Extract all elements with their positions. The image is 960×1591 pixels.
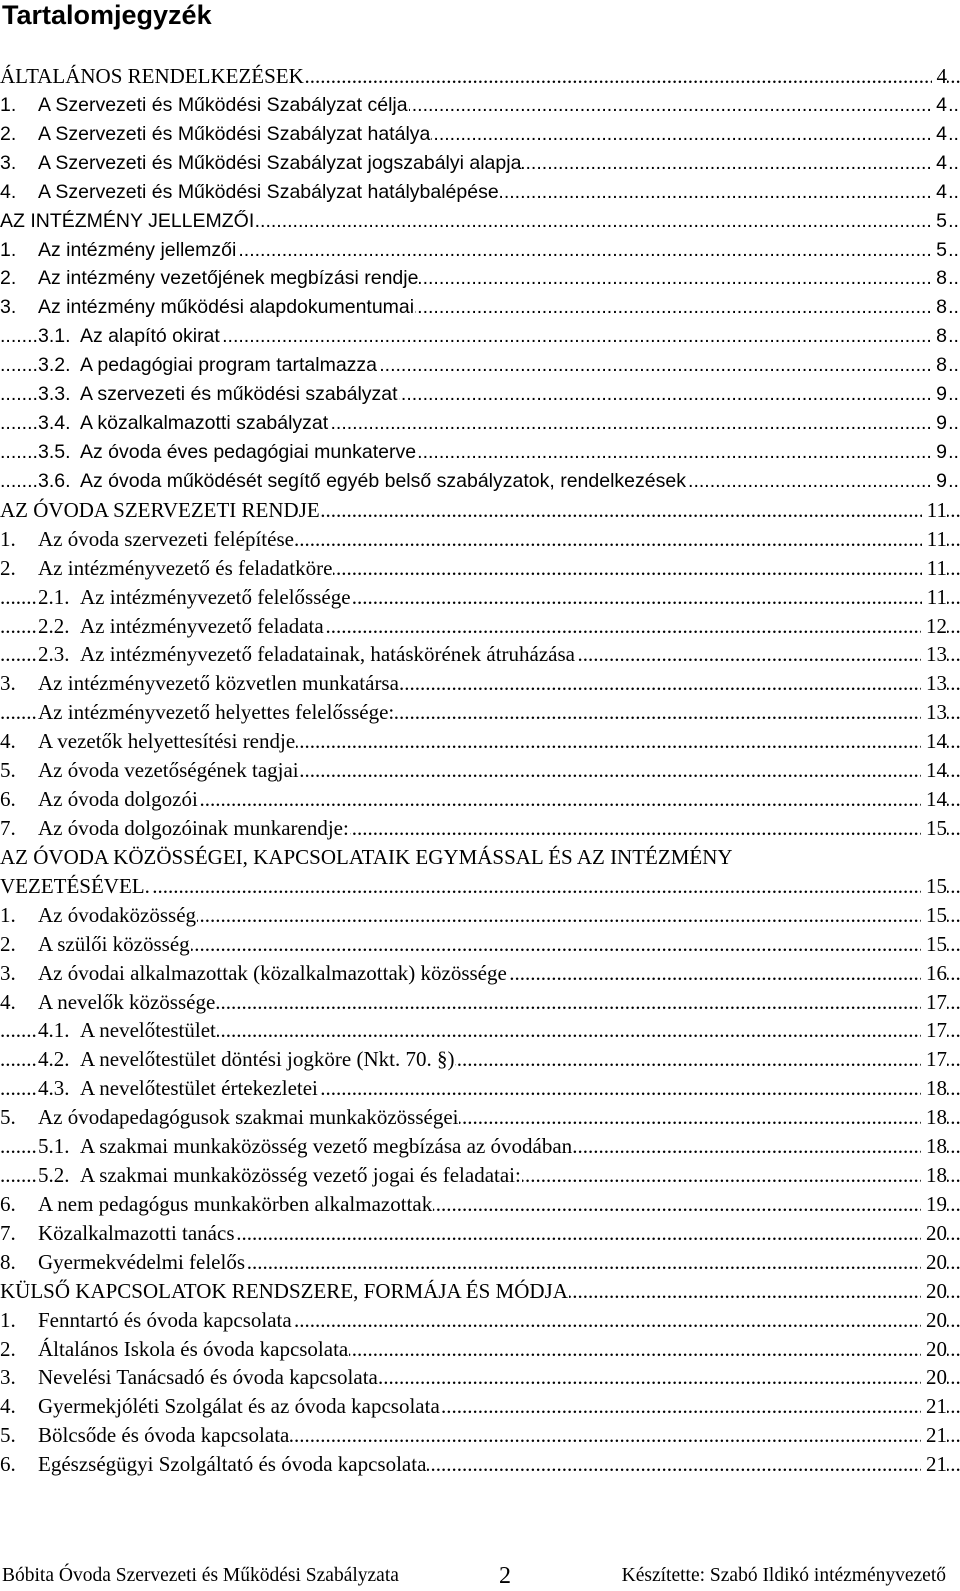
toc-entry-title: Az óvoda dolgozói: [38, 787, 198, 812]
toc-entry[interactable]: [0, 264, 960, 293]
toc-entry-page: 19: [921, 1190, 947, 1219]
toc-entry-page: 14: [921, 785, 947, 814]
toc-entry-page: 5: [931, 207, 947, 236]
toc-entry-label: [38, 698, 395, 727]
toc-entry-title: Nevelési Tanácsadó és óvoda kapcsolata: [38, 1365, 378, 1390]
toc-entry[interactable]: [0, 1335, 960, 1364]
toc-entry-number: 3.6.: [38, 469, 71, 492]
toc-entry-label: [0, 669, 400, 698]
toc-entry[interactable]: [0, 583, 960, 612]
toc-entry-number: 5.1.: [38, 1134, 70, 1159]
toc-entry[interactable]: [0, 62, 960, 91]
toc-entry-title: A Szervezeti és Működési Szabályzat jogszabályi alapja: [38, 151, 522, 174]
toc-entry-page: 15: [921, 872, 947, 901]
toc-entry-page: 8: [931, 322, 947, 351]
toc-entry[interactable]: [0, 959, 960, 988]
toc-entry-label: [38, 1045, 455, 1074]
toc-entry-label: [38, 612, 325, 641]
toc-entry[interactable]: [0, 698, 960, 727]
toc-entry-title: A nevelőtestület értekezletei: [80, 1076, 318, 1101]
toc-entry-label: [0, 727, 296, 756]
toc-entry[interactable]: [0, 756, 960, 785]
toc-entry-number: 3.5.: [38, 440, 71, 463]
toc-entry-label: [0, 1248, 246, 1277]
toc-entry-label: [0, 236, 237, 265]
toc-entry-number: 8.: [0, 1249, 16, 1274]
toc-entry[interactable]: [0, 525, 960, 554]
toc-entry-title: Az intézmény vezetőjének megbízási rendje: [38, 267, 419, 290]
toc-entry-label: [0, 496, 321, 525]
toc-entry-number: 2.2.: [38, 613, 70, 638]
toc-entry[interactable]: [0, 1450, 960, 1479]
toc-entry-number: 1.: [0, 526, 16, 551]
toc-entry-label: [38, 1016, 217, 1045]
toc-entry-title: A szakmai munkaközösség vezető megbízása az óvodában: [80, 1134, 573, 1159]
toc-entry-page: 13: [921, 698, 947, 727]
toc-entry[interactable]: [0, 438, 960, 467]
toc-entry[interactable]: [0, 785, 960, 814]
toc-entry[interactable]: [0, 1421, 960, 1450]
toc-entry-number: 3.: [0, 960, 16, 985]
toc-entry-label: [0, 1103, 459, 1132]
toc-entry-page: 21: [921, 1392, 947, 1421]
toc-entry[interactable]: [0, 612, 960, 641]
toc-entry-page: 8: [931, 351, 947, 380]
toc-entry-page: 18: [921, 1074, 947, 1103]
toc-entry-title: Gyermekvédelmi felelős: [38, 1249, 246, 1274]
footer-document-name: Bóbita Óvoda Szervezeti és Működési Szabályzata: [2, 1565, 399, 1586]
toc-entry-title: A Szervezeti és Működési Szabályzat célja: [38, 93, 408, 116]
toc-entry-page: 21: [921, 1421, 947, 1450]
toc-entry[interactable]: [0, 293, 960, 322]
toc-entry-page: 9: [931, 409, 947, 438]
toc-entry-number: 4.: [0, 729, 16, 754]
toc-entry[interactable]: [0, 554, 960, 583]
toc-entry-label: [0, 1335, 349, 1364]
toc-entry-page: 17: [921, 988, 947, 1017]
toc-entry[interactable]: [0, 409, 960, 438]
toc-entry-page: 4: [931, 91, 947, 120]
toc-entry-label: [0, 149, 522, 178]
toc-entry-title: Általános Iskola és óvoda kapcsolata: [38, 1336, 349, 1361]
toc-entry-page: 4: [931, 149, 947, 178]
toc-entry-title: Az intézményvezető közvetlen munkatársa: [38, 671, 399, 696]
toc-entry-page: 20: [921, 1363, 947, 1392]
toc-entry-number: 1.: [0, 93, 17, 116]
toc-entry-label: [38, 322, 221, 351]
toc-entry-title: Az óvodaközösség: [38, 902, 197, 927]
toc-entry-title: A Szervezeti és Működési Szabályzat hatálybalépése: [38, 180, 499, 203]
toc-entry-label: [0, 1421, 290, 1450]
toc-entry[interactable]: [0, 380, 960, 409]
toc-entry-number: 4.2.: [38, 1047, 70, 1072]
toc-entry-number: 1.: [0, 1307, 16, 1332]
toc-entry-title: Az óvoda dolgozóinak munkarendje:: [38, 815, 349, 840]
toc-entry-page: 17: [921, 1045, 947, 1074]
toc-entry-number: 5.: [0, 1423, 16, 1448]
toc-entry-label: [0, 930, 191, 959]
toc-entry-number: 1.: [0, 238, 17, 261]
toc-entry-title: Egészségügyi Szolgáltató és óvoda kapcsolata: [38, 1452, 427, 1477]
toc-entry-page: 13: [921, 669, 947, 698]
toc-entry-title: VEZETÉSÉVEL.: [0, 873, 150, 898]
toc-entry-title: A pedagógiai program tartalmazza: [80, 354, 378, 377]
toc-entry[interactable]: [0, 872, 960, 901]
toc-entry-title: Az intézményvezető feladata: [80, 613, 324, 638]
toc-entry-page: 20: [921, 1219, 947, 1248]
toc-entry[interactable]: [0, 1306, 960, 1335]
toc-entry-label: [38, 409, 329, 438]
toc-entry[interactable]: [0, 91, 960, 120]
toc-entry-page: 11: [922, 496, 947, 525]
toc-entry-page: 5: [931, 236, 947, 265]
toc-entry-label: [0, 91, 409, 120]
toc-entry-page: 9: [931, 380, 947, 409]
toc-entry-number: 3.: [0, 296, 17, 319]
toc-entry-number: 2.1.: [38, 584, 70, 609]
toc-entry[interactable]: [0, 149, 960, 178]
toc-entry[interactable]: [0, 1074, 960, 1103]
toc-entry[interactable]: [0, 1277, 960, 1306]
toc-entry-title: Fenntartó és óvoda kapcsolata: [38, 1307, 292, 1332]
toc-entry-label: [0, 814, 350, 843]
toc-entry-label: [0, 901, 197, 930]
toc-entry[interactable]: [0, 1363, 960, 1392]
toc-entry-page: 9: [931, 438, 947, 467]
toc-entry-page: 20: [921, 1248, 947, 1277]
page-title: Tartalomjegyzék: [2, 0, 212, 30]
toc-entry[interactable]: [0, 467, 960, 496]
toc-entry[interactable]: [0, 1045, 960, 1074]
toc-entry-title: Az intézmény működési alapdokumentumai: [38, 296, 415, 319]
toc-entry-label: [38, 1161, 522, 1190]
toc-entry-label: [0, 988, 216, 1017]
toc-entry-title: A nevelőtestület döntési jogköre (Nkt. 70. §): [80, 1047, 455, 1072]
toc-entry-title: Az intézményvezető feladatainak, hatáskörének átruházása: [80, 642, 575, 667]
toc-entry-title: A nevelők közössége: [38, 989, 216, 1014]
toc-entry-number: 5.2.: [38, 1163, 70, 1188]
toc-entry[interactable]: [0, 207, 960, 236]
toc-entry-label: [0, 207, 255, 236]
toc-entry-page: 15: [921, 901, 947, 930]
toc-entry[interactable]: [0, 814, 960, 843]
toc-entry-page: 15: [921, 930, 947, 959]
toc-entry[interactable]: [0, 901, 960, 930]
toc-entry-page: 16: [921, 959, 947, 988]
toc-entry-number: 3.: [0, 151, 17, 174]
toc-entry-page: 20: [921, 1335, 947, 1364]
toc-entry[interactable]: [0, 1219, 960, 1248]
toc-entry-label: [0, 872, 151, 901]
toc-entry-page: 13: [921, 640, 947, 669]
toc-entry-title: Az óvoda működését segítő egyéb belső szabályzatok, rendelkezések: [80, 469, 686, 492]
toc-entry-title: Az óvodapedagógusok szakmai munkaközösségei: [38, 1105, 459, 1130]
toc-entry-label: [38, 351, 378, 380]
toc-entry[interactable]: [0, 843, 960, 872]
toc-entry-label: [38, 583, 352, 612]
toc-entry-title: Közalkalmazotti tanács: [38, 1220, 235, 1245]
toc-entry-title: Bölcsőde és óvoda kapcsolata: [38, 1423, 290, 1448]
toc-entry-title: A szervezeti és működési szabályzat: [80, 383, 398, 406]
toc-entry-number: 2.: [0, 267, 17, 290]
toc-entry-title: A Szervezeti és Működési Szabályzat hatálya: [38, 122, 431, 145]
toc-entry-page: 14: [921, 727, 947, 756]
toc-entry-label: [0, 843, 734, 872]
toc-entry[interactable]: [0, 322, 960, 351]
toc-entry-number: 2.: [0, 1336, 16, 1361]
toc-entry-label: [0, 293, 415, 322]
toc-entry-number: 3.: [0, 671, 16, 696]
toc-entry-label: [0, 178, 500, 207]
toc-entry-title: Az óvodai alkalmazottak (közalkalmazottak) közössége: [38, 960, 507, 985]
toc-entry-label: [0, 1190, 433, 1219]
toc-entry-title: A vezetők helyettesítési rendje: [38, 729, 296, 754]
toc-entry-label: [0, 756, 300, 785]
toc-entry-page: 18: [921, 1103, 947, 1132]
toc-entry-title: AZ INTÉZMÉNY JELLEMZŐI: [0, 209, 255, 232]
table-of-contents: [0, 62, 960, 1479]
toc-entry-title: Az óvoda éves pedagógiai munkaterve: [80, 440, 417, 463]
toc-entry-label: [38, 1132, 573, 1161]
toc-entry-number: 6.: [0, 787, 16, 812]
toc-entry-page: 12: [921, 612, 947, 641]
toc-entry-page: 18: [921, 1161, 947, 1190]
toc-entry[interactable]: [0, 1248, 960, 1277]
toc-entry-label: [38, 1074, 319, 1103]
toc-entry-label: [0, 1450, 427, 1479]
toc-entry-number: 4.3.: [38, 1076, 70, 1101]
toc-entry-label: [0, 554, 333, 583]
toc-entry-title: AZ ÓVODA KÖZÖSSÉGEI, KAPCSOLATAIK EGYMÁSSAL ÉS AZ INTÉZMÉNY: [0, 844, 733, 869]
toc-entry-number: 6.: [0, 1191, 16, 1216]
toc-entry[interactable]: [0, 1161, 960, 1190]
toc-entry[interactable]: [0, 727, 960, 756]
toc-entry[interactable]: [0, 988, 960, 1017]
toc-entry-title: A közalkalmazotti szabályzat: [80, 412, 329, 435]
toc-entry[interactable]: [0, 178, 960, 207]
toc-entry-number: 2.3.: [38, 642, 70, 667]
toc-entry-title: Gyermekjóléti Szolgálat és az óvoda kapcsolata: [38, 1394, 440, 1419]
toc-entry-number: 5.: [0, 1105, 16, 1130]
toc-entry-number: 4.: [0, 989, 16, 1014]
toc-entry-label: [38, 438, 417, 467]
toc-entry[interactable]: [0, 236, 960, 265]
page-footer: [0, 1563, 960, 1589]
toc-entry-page: 4: [931, 120, 947, 149]
toc-entry-number: 2.: [0, 931, 16, 956]
toc-entry-page: 9: [931, 467, 947, 496]
toc-entry-page: 11: [922, 525, 947, 554]
toc-entry-number: 4.: [0, 180, 17, 203]
toc-entry[interactable]: [0, 1190, 960, 1219]
toc-entry-title: A szülői közösség: [38, 931, 190, 956]
toc-entry-label: [0, 959, 508, 988]
toc-entry-number: 3.2.: [38, 354, 71, 377]
toc-entry-title: Az óvoda vezetőségének tagjai: [38, 758, 299, 783]
toc-entry-label: [38, 380, 399, 409]
footer-author: Készítette: Szabó Ildikó intézményvezető: [621, 1565, 946, 1586]
toc-entry-label: [0, 785, 199, 814]
toc-entry-page: 4: [931, 178, 947, 207]
toc-entry-number: 5.: [0, 758, 16, 783]
toc-entry-number: 2.: [0, 555, 16, 580]
toc-entry-number: 3.4.: [38, 412, 71, 435]
toc-entry[interactable]: [0, 1392, 960, 1421]
toc-entry-title: Az intézmény jellemzői: [38, 238, 237, 261]
toc-entry-number: 3.1.: [38, 325, 71, 348]
toc-entry-number: 3.3.: [38, 383, 71, 406]
toc-entry-number: 4.1.: [38, 1018, 70, 1043]
toc-entry-title: Az intézményvezető helyettes felelőssége:: [38, 700, 395, 725]
toc-entry-number: 3.: [0, 1365, 16, 1390]
toc-entry-page: 20: [921, 1306, 947, 1335]
toc-entry-label: [38, 467, 687, 496]
toc-entry-title: KÜLSŐ KAPCSOLATOK RENDSZERE, FORMÁJA ÉS MÓDJA: [0, 1278, 568, 1303]
toc-entry-label: [0, 1219, 236, 1248]
toc-entry-title: A nem pedagógus munkakörben alkalmazottak: [38, 1191, 433, 1216]
toc-entry-number: 6.: [0, 1452, 16, 1477]
toc-entry-number: 7.: [0, 1220, 16, 1245]
toc-entry[interactable]: [0, 1103, 960, 1132]
footer-page-number: 2: [499, 1563, 511, 1589]
toc-entry-title: Az intézményvezető és feladatköre: [38, 555, 333, 580]
toc-entry-label: [38, 640, 576, 669]
toc-entry-page: 11: [922, 583, 947, 612]
toc-entry-label: [0, 1306, 293, 1335]
toc-entry-number: 1.: [0, 902, 16, 927]
toc-entry-label: [0, 264, 419, 293]
toc-entry[interactable]: [0, 1016, 960, 1045]
toc-entry[interactable]: [0, 1132, 960, 1161]
toc-entry-page: 8: [931, 264, 947, 293]
toc-entry-page: 17: [921, 1016, 947, 1045]
toc-entry-page: 11: [922, 554, 947, 583]
toc-entry-number: 7.: [0, 815, 16, 840]
toc-entry-title: A szakmai munkaközösség vezető jogai és feladatai:: [80, 1163, 521, 1188]
toc-entry[interactable]: [0, 669, 960, 698]
toc-entry-page: 14: [921, 756, 947, 785]
toc-entry-page: 15: [921, 814, 947, 843]
toc-entry[interactable]: [0, 496, 960, 525]
toc-entry-label: [0, 1392, 441, 1421]
toc-entry-number: 4.: [0, 1394, 16, 1419]
toc-entry-title: A nevelőtestület: [80, 1018, 216, 1043]
toc-entry-page: 20: [921, 1277, 947, 1306]
toc-entry[interactable]: [0, 930, 960, 959]
toc-entry-number: 2.: [0, 122, 17, 145]
toc-entry-page: 4: [932, 62, 948, 91]
toc-entry-page: 21: [921, 1450, 947, 1479]
toc-entry-title: AZ ÓVODA SZERVEZETI RENDJE: [0, 497, 320, 522]
toc-entry-title: Az óvoda szervezeti felépítése: [38, 526, 294, 551]
toc-entry-label: [0, 62, 305, 91]
toc-entry[interactable]: [0, 351, 960, 380]
toc-entry-page: 8: [931, 293, 947, 322]
toc-entry-label: [0, 1363, 379, 1392]
toc-entry-title: Az intézményvezető felelőssége: [80, 584, 351, 609]
toc-entry-label: [0, 120, 431, 149]
toc-entry[interactable]: [0, 120, 960, 149]
toc-entry[interactable]: [0, 640, 960, 669]
toc-entry-page: 18: [921, 1132, 947, 1161]
toc-entry-label: [0, 1277, 569, 1306]
toc-entry-title: ÁLTALÁNOS RENDELKEZÉSEK: [0, 64, 304, 88]
toc-entry-title: Az alapító okirat: [80, 325, 220, 348]
toc-entry-label: [0, 525, 295, 554]
